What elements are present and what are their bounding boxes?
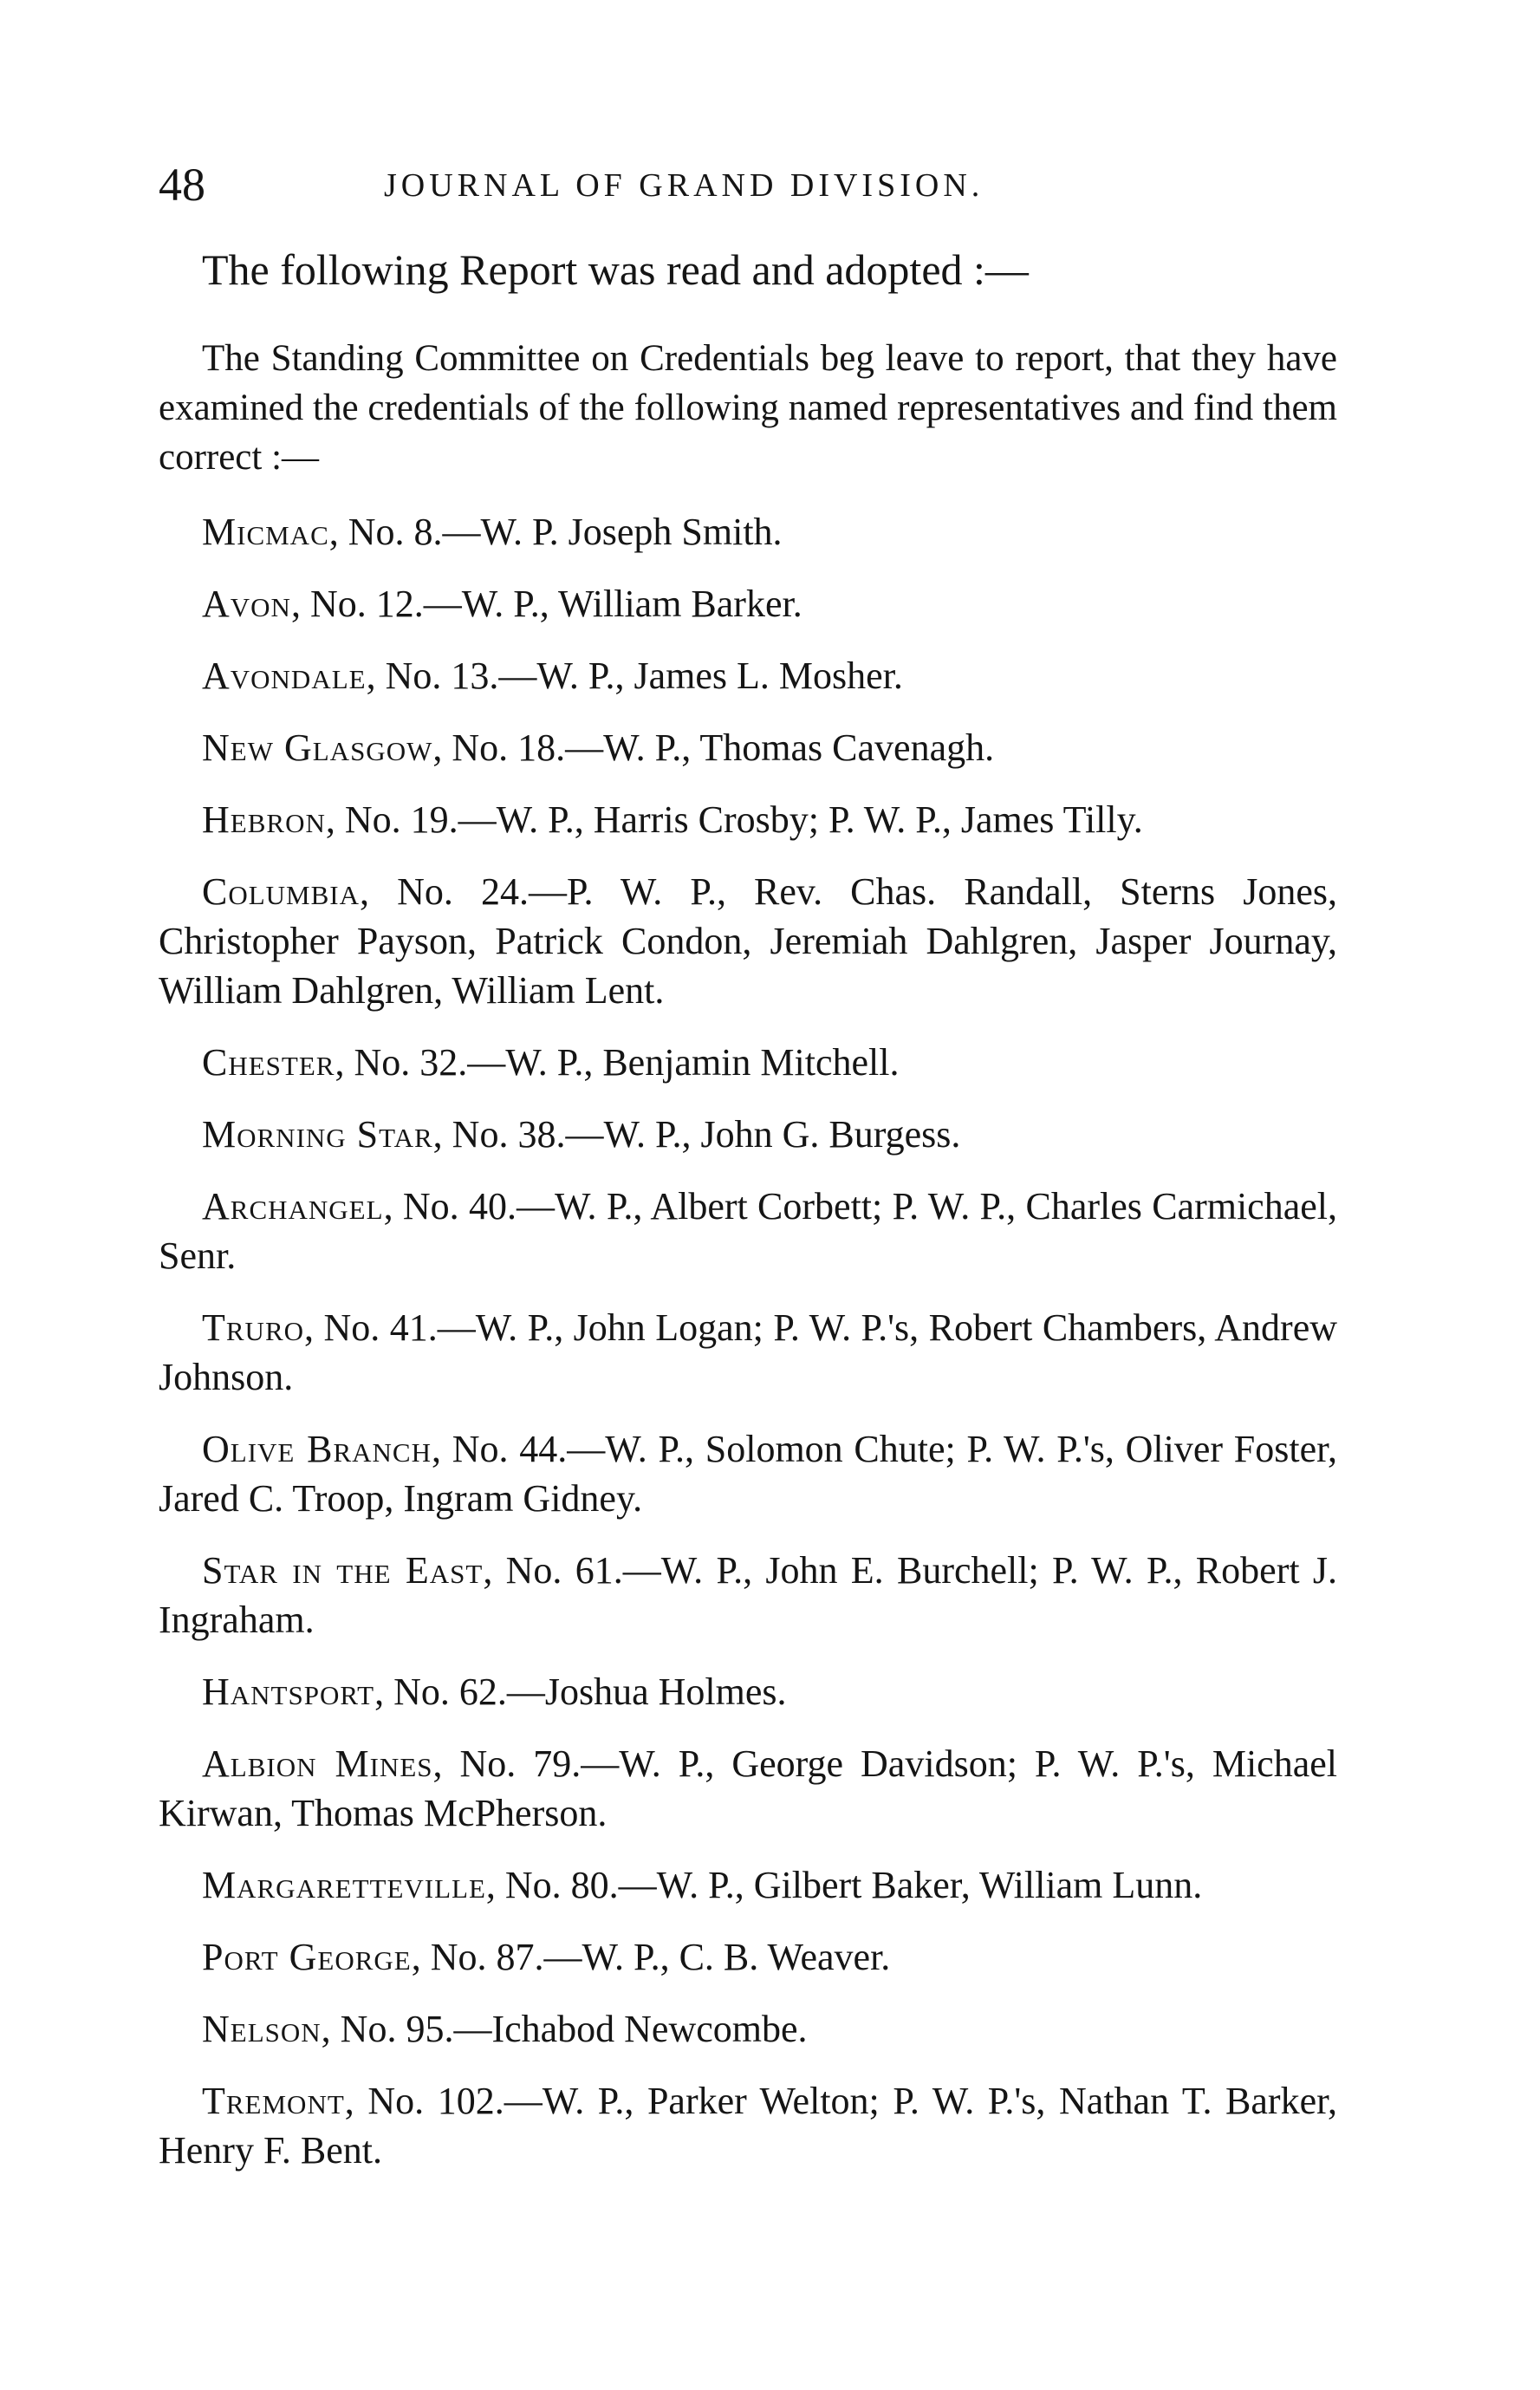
page-number: 48 [159, 159, 205, 211]
representative-details: , No. 32.—W. P., Benjamin Mitchell. [335, 1041, 900, 1084]
list-item [159, 1739, 1337, 1838]
lodge-name: Albion Mines [202, 1742, 433, 1785]
list-item [159, 1182, 1337, 1280]
lodge-name: Margaretteville [202, 1864, 486, 1906]
representative-details: , No. 95.—Ichabod Newcombe. [321, 2008, 808, 2050]
list-item [159, 1038, 1337, 1087]
lodge-name: Tremont [202, 2080, 345, 2122]
representative-details: , No. 40.—W. P., Albert Corbett; P. W. P., Charles Carmichael, Senr. [159, 1185, 1337, 1277]
intro-line: The following Report was read and adopted :— [202, 245, 1029, 294]
list-item [159, 2076, 1337, 2175]
lodge-name: Port George [202, 1936, 412, 1978]
representative-details: , No. 79.—W. P., George Davidson; P. W. P.'s, Michael Kirwan, Thomas McPherson. [159, 1742, 1337, 1834]
representative-details: , No. 18.—W. P., Thomas Cavenagh. [432, 726, 995, 769]
list-item [159, 1932, 1337, 1982]
representative-details: , No. 62.—Joshua Holmes. [374, 1670, 787, 1713]
lodge-name: Micmac [202, 511, 329, 553]
list-item [159, 723, 1337, 772]
lodge-name: Columbia [202, 870, 361, 913]
list-item [159, 1667, 1337, 1716]
list-item [159, 507, 1337, 557]
representative-details: , No. 44.—W. P., Solomon Chute; P. W. P.'s, Oliver Foster, Jared C. Troop, Ingram Gidney. [159, 1428, 1337, 1520]
representative-details: , No. 12.—W. P., William Barker. [290, 583, 802, 625]
running-title: JOURNAL OF GRAND DIVISION. [384, 167, 984, 204]
list-item [159, 1546, 1337, 1644]
representative-details: , No. 24.—P. W. P., Rev. Chas. Randall, Sterns Jones, Christopher Payson, Patrick Condon, Jeremiah Dahlgren, Jasper Journay, William Dahlgren, William Lent. [159, 870, 1337, 1012]
representative-details: , No. 19.—W. P., Harris Crosby; P. W. P., James Tilly. [325, 798, 1143, 841]
lodge-name: Hebron [202, 798, 326, 841]
representatives-list [159, 507, 1337, 2198]
representative-details: , No. 13.—W. P., James L. Mosher. [366, 654, 903, 697]
lodge-name: Archangel [202, 1185, 384, 1228]
representative-details: , No. 61.—W. P., John E. Burchell; P. W. P., Robert J. Ingraham. [159, 1549, 1337, 1641]
lodge-name: Chester [202, 1041, 335, 1084]
representative-details: , No. 102.—W. P., Parker Welton; P. W. P.'s, Nathan T. Barker, Henry F. Bent. [159, 2080, 1337, 2172]
lodge-name: New Glasgow [202, 726, 433, 769]
list-item [159, 867, 1337, 1015]
representative-details: , No. 41.—W. P., John Logan; P. W. P.'s, Robert Chambers, Andrew Johnson. [159, 1306, 1337, 1398]
lodge-name: Avondale [202, 654, 367, 697]
committee-report: The Standing Committee on Credentials beg leave to report, that they have examined the credentials of the following named representatives and find them correct :— [159, 338, 1337, 478]
list-item [159, 795, 1337, 844]
lodge-name: Avon [202, 583, 291, 625]
lodge-name: Nelson [202, 2008, 322, 2050]
list-item [159, 651, 1337, 700]
list-item [159, 2004, 1337, 2054]
list-item [159, 1860, 1337, 1910]
list-item [159, 579, 1337, 628]
lodge-name: Morning Star [202, 1113, 433, 1156]
lodge-name: Olive Branch [202, 1428, 432, 1470]
lodge-name: Hantsport [202, 1670, 375, 1713]
representative-details: , No. 80.—W. P., Gilbert Baker, William Lunn. [485, 1864, 1203, 1906]
list-item [159, 1303, 1337, 1402]
representative-details: , No. 8.—W. P. Joseph Smith. [328, 511, 783, 553]
representative-details: , No. 87.—W. P., C. B. Weaver. [411, 1936, 891, 1978]
lodge-name: Star in the East [202, 1549, 484, 1592]
lodge-name: Truro [202, 1306, 305, 1349]
page-header [159, 158, 1337, 218]
list-item [159, 1424, 1337, 1523]
list-item [159, 1110, 1337, 1159]
representative-details: , No. 38.—W. P., John G. Burgess. [432, 1113, 961, 1156]
